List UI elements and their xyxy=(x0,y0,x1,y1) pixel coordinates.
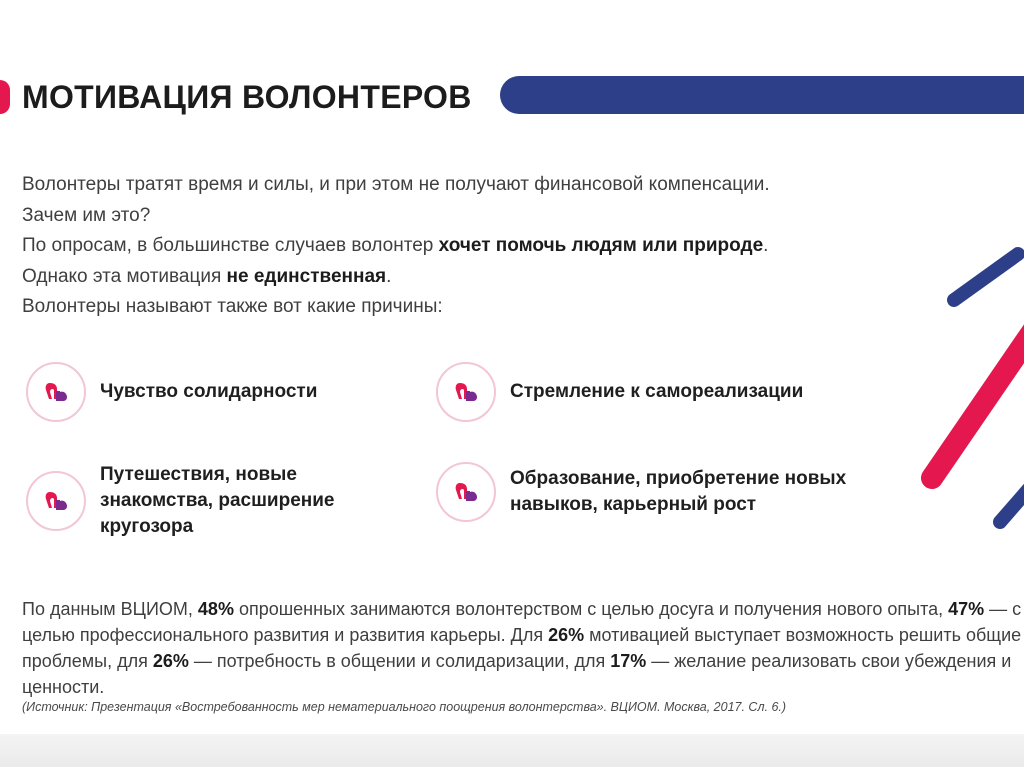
intro-emphasis-not-only: не единственная xyxy=(226,265,387,287)
stat-value: 17% xyxy=(610,651,647,671)
intro-text xyxy=(22,170,882,323)
heart-hand-icon xyxy=(26,471,86,531)
slide-title: МОТИВАЦИЯ ВОЛОНТЕРОВ xyxy=(22,79,472,115)
heart-hand-icon xyxy=(26,362,86,422)
bottom-shade xyxy=(0,734,1024,767)
stat-value: 47% xyxy=(948,599,985,619)
decorative-stripes xyxy=(914,240,1024,530)
survey-stats: По данным ВЦИОМ, 48% опрошенных занимаются волонтерством с целью досуга и получения нового опыта, 47% — с целью профессионального развития и развития карьеры. Для 26% мотивацией выступает возможность решить общие проблемы, для 26% — потребность в общении и солидаризации, для 17% — желание реализовать свои убеждения и ценности. xyxy=(22,599,1022,697)
intro-line-5: Волонтеры называют также вот какие причины: xyxy=(22,296,443,317)
intro-line-1: Волонтеры тратят время и силы, и при этом не получают финансовой компенсации. xyxy=(22,174,770,195)
source-citation: (Источник: Презентация «Востребованность мер нематериального поощрения волонтерства». ВЦИОМ. Москва, 2017. Сл. 6.) xyxy=(22,700,787,714)
reason-item-education xyxy=(436,462,850,522)
heart-hand-icon xyxy=(436,362,496,422)
intro-line-2: Зачем им это? xyxy=(22,204,151,226)
reason-item-travel xyxy=(26,462,360,540)
heart-hand-icon xyxy=(436,462,496,522)
stat-value: 26% xyxy=(548,625,585,645)
title-accent-mark xyxy=(0,80,10,114)
intro-line-4: Однако эта мотивация не единственная. xyxy=(22,265,392,287)
reason-label: Чувство солидарности xyxy=(100,381,318,402)
stat-value: 26% xyxy=(152,651,189,671)
reason-label: Стремление к самореализации xyxy=(510,381,804,402)
reason-item-self-realization xyxy=(436,362,850,422)
reason-item-solidarity xyxy=(26,362,360,422)
reason-label: Образование, приобретение новых навыков, карьерный рост xyxy=(510,468,847,515)
stat-value: 48% xyxy=(197,599,234,619)
reason-label: Путешествия, новые знакомства, расширение кругозора xyxy=(100,464,335,537)
intro-emphasis-help: хочет помочь людям или природе xyxy=(438,235,764,256)
intro-line-3: По опросам, в большинстве случаев волонтер хочет помочь людям или природе. xyxy=(22,235,769,256)
title-decor-bar xyxy=(500,76,1024,114)
